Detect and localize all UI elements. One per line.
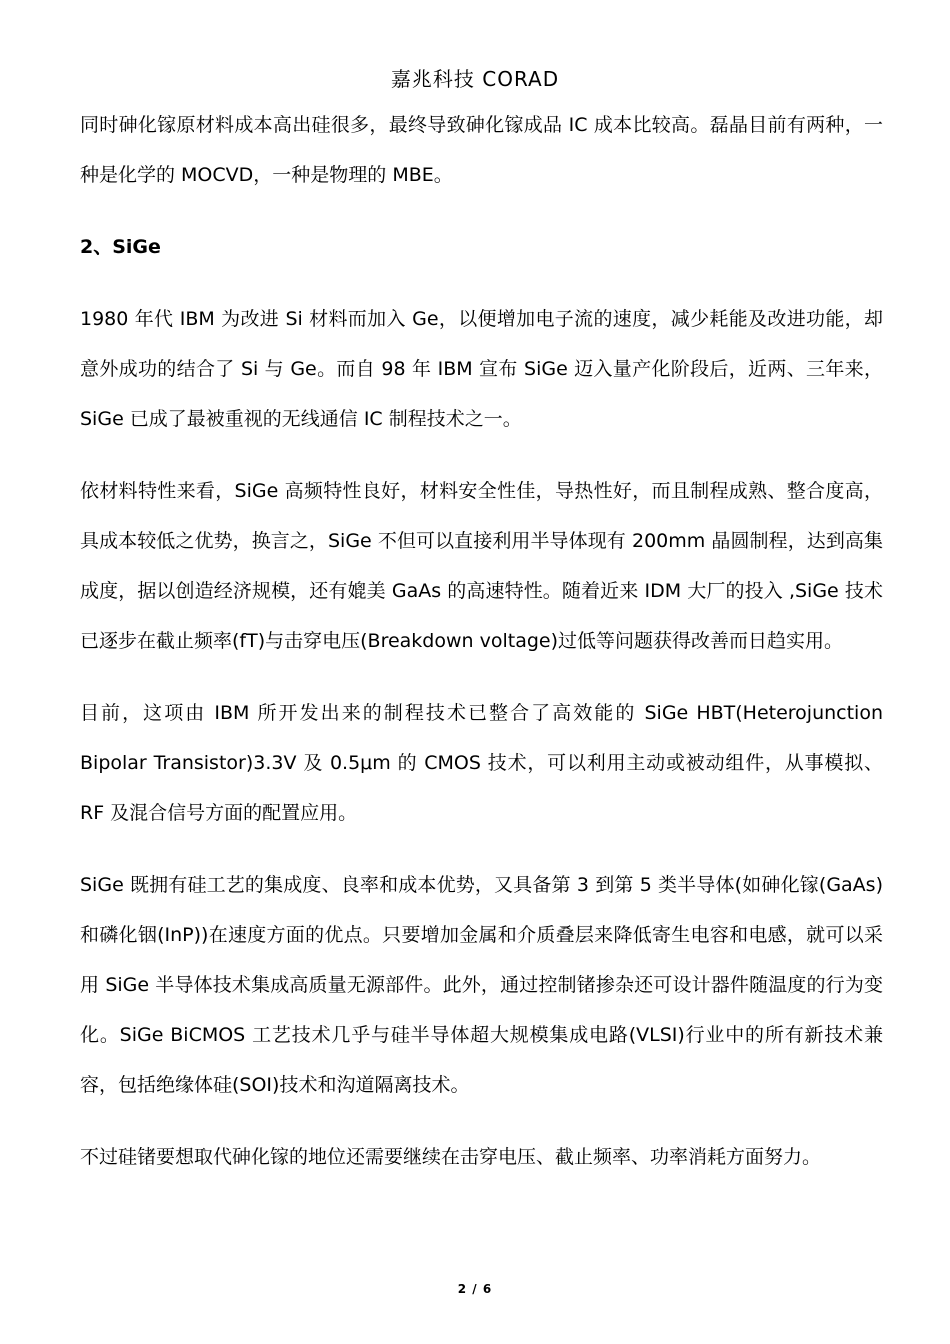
document-body [80,100,883,1204]
paragraph-sige-properties: 依材料特性来看，SiGe 高频特性良好，材料安全性佳，导热性好，而且制程成熟、整合度高，具成本较低之优势，换言之，SiGe 不但可以直接利用半导体现有 200mm 晶圆制程，达到高集成度，据以创造经济规模，还有媲美 GaAs 的高速特性。随着近来 IDM 大厂的投入 ,SiGe 技术已逐步在截止频率(fT)与击穿电压(Breakdown voltage)过低等问题获得改善而日趋实用。 [80,480,883,652]
page-header: 嘉兆科技 CORAD [390,67,560,91]
page-number: 2 / 6 [457,1282,493,1296]
paragraph-sige-advantages: SiGe 既拥有硅工艺的集成度、良率和成本优势，又具备第 3 到第 5 类半导体(如砷化镓(GaAs)和磷化铟(InP))在速度方面的优点。只要增加金属和介质叠层来降低寄生电容和电感，就可以采用 SiGe 半导体技术集成高质量无源部件。此外，通过控制锗掺杂还可设计器件随温度的行为变化。SiGe BiCMOS 工艺技术几乎与硅半导体超大规模集成电路(VLSI)行业中的所有新技术兼容，包括绝缘体硅(SOI)技术和沟道隔离技术。 [80,874,883,1096]
paragraph-sige-history: 1980 年代 IBM 为改进 Si 材料而加入 Ge，以便增加电子流的速度，减少耗能及改进功能，却意外成功的结合了 Si 与 Ge。而自 98 年 IBM 宣布 SiGe 迈入量产化阶段后，近两、三年来，SiGe 已成了最被重视的无线通信 IC 制程技术之一。 [80,308,883,430]
paragraph-ibm-process: 目前，这项由 IBM 所开发出来的制程技术已整合了高效能的 SiGe HBT(Heterojunction Bipolar Transistor)3.3V 及 0.5μm 的 CMOS 技术，可以利用主动或被动组件，从事模拟、RF 及混合信号方面的配置应用。 [80,702,883,824]
paragraph-sige-outlook: 不过硅锗要想取代砷化镓的地位还需要继续在击穿电压、截止频率、功率消耗方面努力。 [80,1146,822,1168]
paragraph-gaas-cost: 同时砷化镓原材料成本高出硅很多，最终导致砷化镓成品 IC 成本比较高。磊晶目前有两种，一种是化学的 MOCVD，一种是物理的 MBE。 [80,114,883,186]
section-heading-sige: 2、SiGe [80,236,161,258]
